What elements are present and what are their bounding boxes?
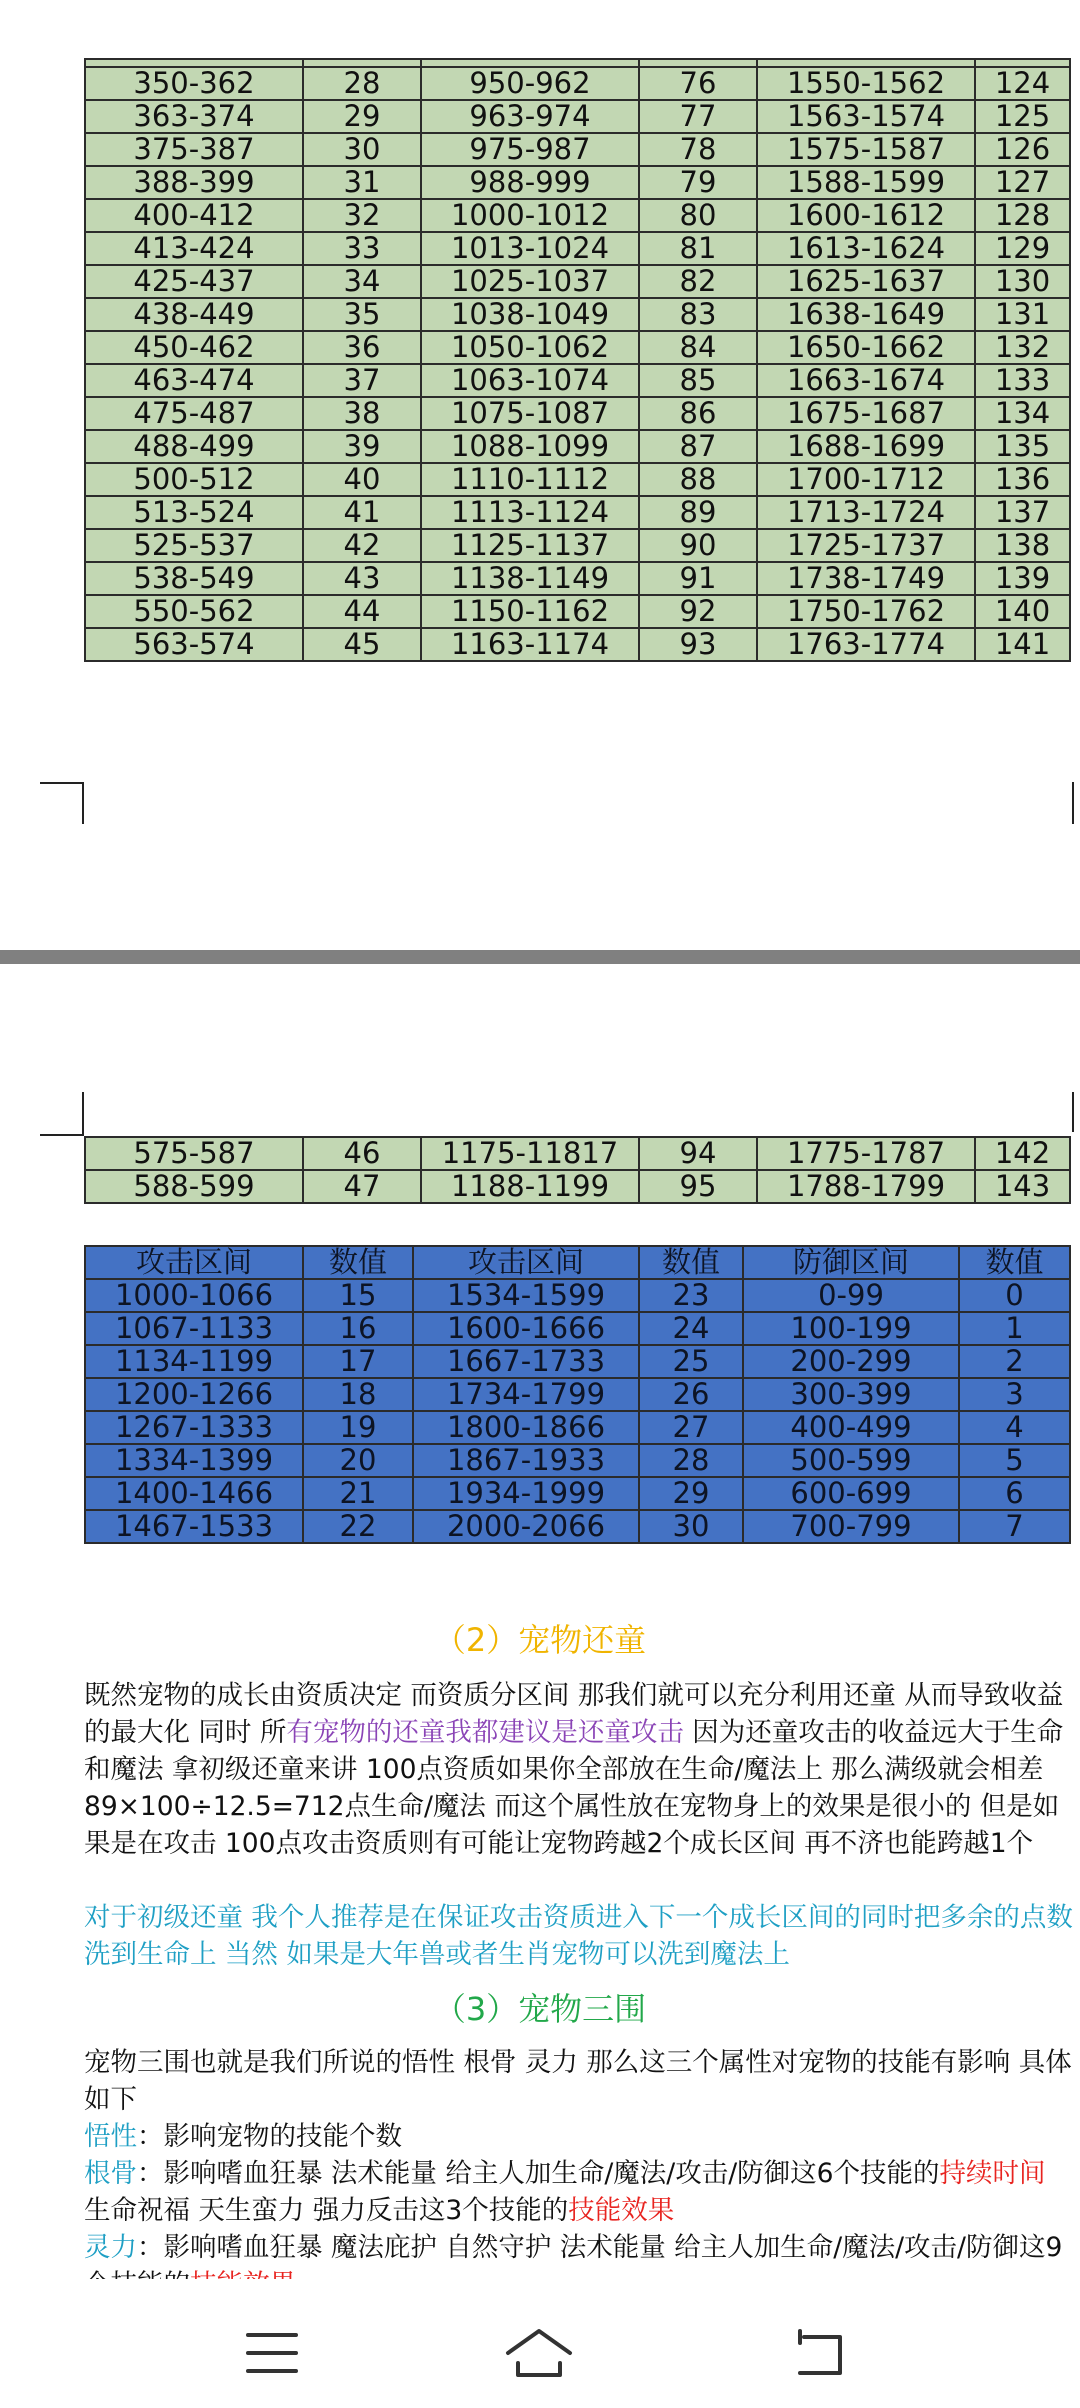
table-cell: 1534-1599 (413, 1279, 639, 1312)
table-cell: 588-599 (85, 1170, 303, 1203)
table-row (85, 1279, 1070, 1312)
table-cell: 125 (975, 100, 1070, 133)
section3-heading: （3）宠物三围 (433, 1990, 647, 2028)
table-cell: 36 (303, 331, 421, 364)
table-cell: 1088-1099 (421, 430, 639, 463)
table-cell: 132 (975, 331, 1070, 364)
table-cell: 141 (975, 628, 1070, 661)
table-cell: 47 (303, 1170, 421, 1203)
table-cell: 82 (639, 265, 757, 298)
column-header: 攻击区间 (413, 1246, 639, 1279)
table-cell: 1334-1399 (85, 1444, 303, 1477)
table-cell: 91 (639, 562, 757, 595)
table-cell: 133 (975, 364, 1070, 397)
column-header: 攻击区间 (85, 1246, 303, 1279)
table-cell: 1 (959, 1312, 1070, 1345)
table-row (85, 1345, 1070, 1378)
table-cell: 1775-1787 (757, 1137, 975, 1170)
table-cell: 1788-1799 (757, 1170, 975, 1203)
table-cell: 1400-1466 (85, 1477, 303, 1510)
gengu-text-continued: 生命祝福 天生蛮力 强力反击这3个技能的 (84, 2195, 569, 2226)
table-cell: 19 (303, 1411, 413, 1444)
table-row (85, 529, 1070, 562)
table-cell: 42 (303, 529, 421, 562)
table-row (85, 364, 1070, 397)
table-cell: 1625-1637 (757, 265, 975, 298)
column-header: 数值 (303, 1246, 413, 1279)
table-cell: 1175-11817 (421, 1137, 639, 1170)
table-cell: 92 (639, 595, 757, 628)
table-cell: 32 (303, 199, 421, 232)
table-cell: 88 (639, 463, 757, 496)
table-cell: 89 (639, 496, 757, 529)
table-cell: 1588-1599 (757, 166, 975, 199)
table-cell: 1188-1199 (421, 1170, 639, 1203)
table-cell: 1600-1666 (413, 1312, 639, 1345)
table-cell: 1663-1674 (757, 364, 975, 397)
crop-mark (82, 1092, 84, 1136)
table-cell: 1934-1999 (413, 1477, 639, 1510)
table-cell: 1763-1774 (757, 628, 975, 661)
table-cell: 1267-1333 (85, 1411, 303, 1444)
lingli-label: 灵力 (84, 2232, 137, 2263)
table-cell: 90 (639, 529, 757, 562)
table-cell: 488-499 (85, 430, 303, 463)
table-row (85, 595, 1070, 628)
table-row (85, 1137, 1070, 1170)
table-cell: 7 (959, 1510, 1070, 1543)
table-cell: 1067-1133 (85, 1312, 303, 1345)
table-cell: 21 (303, 1477, 413, 1510)
table-cell: 1600-1612 (757, 199, 975, 232)
table-cell: 1688-1699 (757, 430, 975, 463)
home-icon[interactable] (502, 2323, 576, 2383)
table-cell: 2 (959, 1345, 1070, 1378)
table-cell: 17 (303, 1345, 413, 1378)
table-cell: 1575-1587 (757, 133, 975, 166)
table-row (85, 1510, 1070, 1543)
table-cell: 130 (975, 265, 1070, 298)
table-cell: 25 (639, 1345, 743, 1378)
attack-defense-table (84, 1245, 1071, 1544)
table-cell: 126 (975, 133, 1070, 166)
table-cell: 44 (303, 595, 421, 628)
table-cell: 1075-1087 (421, 397, 639, 430)
section2-heading: （2）宠物还童 (433, 1621, 647, 1659)
table-cell: 140 (975, 595, 1070, 628)
table-cell: 438-449 (85, 298, 303, 331)
table-row (85, 562, 1070, 595)
table-row (85, 1170, 1070, 1203)
table-cell: 18 (303, 1378, 413, 1411)
table-cell: 1700-1712 (757, 463, 975, 496)
table-cell: 127 (975, 166, 1070, 199)
table-cell: 128 (975, 199, 1070, 232)
table-cell: 46 (303, 1137, 421, 1170)
table-cell: 563-574 (85, 628, 303, 661)
table-cell: 39 (303, 430, 421, 463)
table-cell: 1750-1762 (757, 595, 975, 628)
table-header-row (85, 1246, 1070, 1279)
gengu-highlight-effect: 技能效果 (568, 2195, 675, 2226)
crop-mark (40, 1134, 84, 1136)
table-cell: 363-374 (85, 100, 303, 133)
table-cell: 135 (975, 430, 1070, 463)
column-header: 数值 (959, 1246, 1070, 1279)
table-row (85, 331, 1070, 364)
table-cell: 28 (639, 1444, 743, 1477)
green-value-table-top (84, 58, 1071, 662)
table-row (85, 1378, 1070, 1411)
table-cell: 22 (303, 1510, 413, 1543)
table-cell: 87 (639, 430, 757, 463)
table-cell: 33 (303, 232, 421, 265)
table-cell: 45 (303, 628, 421, 661)
table-cell: 1050-1062 (421, 331, 639, 364)
table-cell: 79 (639, 166, 757, 199)
table-cell: 95 (639, 1170, 757, 1203)
table-cell: 1650-1662 (757, 331, 975, 364)
table-cell: 1734-1799 (413, 1378, 639, 1411)
table-cell: 85 (639, 364, 757, 397)
table-row (85, 67, 1070, 100)
section2-recommendation: 对于初级还童 我个人推荐是在保证攻击资质进入下一个成长区间的同时把多余的点数洗到生命上 当然 如果是大年兽或者生肖宠物可以洗到魔法上 (84, 1902, 1073, 1970)
table-cell: 425-437 (85, 265, 303, 298)
menu-icon[interactable] (242, 2323, 302, 2383)
table-cell: 31 (303, 166, 421, 199)
table-cell: 1150-1162 (421, 595, 639, 628)
table-cell: 2000-2066 (413, 1510, 639, 1543)
crop-mark (1072, 1092, 1074, 1132)
table-cell: 1134-1199 (85, 1345, 303, 1378)
section3-wuxing (84, 2118, 1074, 2155)
table-row (85, 265, 1070, 298)
table-cell: 400-412 (85, 199, 303, 232)
table-cell: 84 (639, 331, 757, 364)
table-cell: 143 (975, 1170, 1070, 1203)
page-separator (0, 950, 1080, 964)
table-cell: 475-487 (85, 397, 303, 430)
table-cell: 513-524 (85, 496, 303, 529)
gengu-label: 根骨 (84, 2158, 137, 2189)
table-cell: 550-562 (85, 595, 303, 628)
table-cell: 138 (975, 529, 1070, 562)
section2-text: 既然宠物的成长由资质决定 而资质分区间 那我们就可以充分利用还童 从而导致收益的最大化 同时 所 (84, 1680, 1064, 1748)
table-cell: 5 (959, 1444, 1070, 1477)
table-cell: 575-587 (85, 1137, 303, 1170)
green-value-table-bottom (84, 1136, 1071, 1204)
section2-text-continued: 因为还童攻击的收益远大于生命和魔法 拿初级还童来讲 100点资质如果你全部放在生命/魔法上 那么满级就会相差89×100÷12.5=712点生命/魔法 而这个属性放在宠物身上的效果是很小的 但是如果是在攻击 100点攻击资质则有可能让宠物跨越2个成长区间 再不济也能跨越1个 (84, 1717, 1064, 1859)
table-row (85, 463, 1070, 496)
table-cell: 1163-1174 (421, 628, 639, 661)
table-cell: 1200-1266 (85, 1378, 303, 1411)
table-cell: 1000-1012 (421, 199, 639, 232)
table-row (85, 628, 1070, 661)
table-cell: 1725-1737 (757, 529, 975, 562)
section3-intro: 宠物三围也就是我们所说的悟性 根骨 灵力 那么这三个属性对宠物的技能有影响 具体如下 (84, 2047, 1072, 2115)
table-cell: 30 (303, 133, 421, 166)
table-cell: 1000-1066 (85, 1279, 303, 1312)
table-cell: 1038-1049 (421, 298, 639, 331)
table-cell: 500-512 (85, 463, 303, 496)
table-cell: 1113-1124 (421, 496, 639, 529)
table-cell: 300-399 (743, 1378, 959, 1411)
table-cell: 34 (303, 265, 421, 298)
table-cell: 136 (975, 463, 1070, 496)
table-cell: 1613-1624 (757, 232, 975, 265)
table-cell: 200-299 (743, 1345, 959, 1378)
table-row (85, 298, 1070, 331)
table-cell: 1110-1112 (421, 463, 639, 496)
table-row (85, 166, 1070, 199)
lingli-text: ：影响嗜血狂暴 魔法庇护 自然守护 法术能量 给主人加生命/魔法/攻击/防御这9 (137, 2232, 1063, 2263)
table-cell: 963-974 (421, 100, 639, 133)
table-cell: 1467-1533 (85, 1510, 303, 1543)
wuxing-label: 悟性 (84, 2121, 137, 2152)
table-cell: 975-987 (421, 133, 639, 166)
table-cell: 500-599 (743, 1444, 959, 1477)
table-cell: 1713-1724 (757, 496, 975, 529)
table-row (85, 100, 1070, 133)
table-cell: 28 (303, 67, 421, 100)
table-row (85, 1411, 1070, 1444)
section2-highlight: 有宠物的还童我都建议是还童攻击 (286, 1717, 684, 1748)
table-cell: 400-499 (743, 1411, 959, 1444)
table-cell: 124 (975, 67, 1070, 100)
table-cell: 129 (975, 232, 1070, 265)
table-row (85, 430, 1070, 463)
table-cell: 4 (959, 1411, 1070, 1444)
table-cell: 37 (303, 364, 421, 397)
table-cell: 1138-1149 (421, 562, 639, 595)
table-cell: 38 (303, 397, 421, 430)
table-row (85, 199, 1070, 232)
table-cell: 1638-1649 (757, 298, 975, 331)
table-cell: 413-424 (85, 232, 303, 265)
table-cell: 1125-1137 (421, 529, 639, 562)
table-cell: 3 (959, 1378, 1070, 1411)
section2-paragraph (84, 1677, 1074, 1862)
table-cell: 1563-1574 (757, 100, 975, 133)
document-page-top (0, 0, 1080, 950)
wuxing-text: ：影响宠物的技能个数 (137, 2121, 402, 2152)
table-cell: 86 (639, 397, 757, 430)
back-icon[interactable] (792, 2323, 852, 2383)
table-cell: 29 (639, 1477, 743, 1510)
table-row (85, 1312, 1070, 1345)
table-cell: 700-799 (743, 1510, 959, 1543)
table-cell: 134 (975, 397, 1070, 430)
table-cell: 0 (959, 1279, 1070, 1312)
table-cell: 20 (303, 1444, 413, 1477)
table-cell: 375-387 (85, 133, 303, 166)
table-row (85, 133, 1070, 166)
table-cell: 1738-1749 (757, 562, 975, 595)
table-cell: 43 (303, 562, 421, 595)
table-cell: 26 (639, 1378, 743, 1411)
table-cell: 78 (639, 133, 757, 166)
table-cell: 80 (639, 199, 757, 232)
table-row (85, 496, 1070, 529)
table-cell: 23 (639, 1279, 743, 1312)
table-cell: 137 (975, 496, 1070, 529)
table-cell: 93 (639, 628, 757, 661)
table-cell: 1063-1074 (421, 364, 639, 397)
table-cell: 600-699 (743, 1477, 959, 1510)
table-cell: 450-462 (85, 331, 303, 364)
table-cell: 94 (639, 1137, 757, 1170)
table-cell: 142 (975, 1137, 1070, 1170)
table-cell: 131 (975, 298, 1070, 331)
table-row (85, 232, 1070, 265)
table-cell: 463-474 (85, 364, 303, 397)
table-cell: 81 (639, 232, 757, 265)
column-header: 防御区间 (743, 1246, 959, 1279)
table-cell: 16 (303, 1312, 413, 1345)
table-cell: 1025-1037 (421, 265, 639, 298)
table-cell: 100-199 (743, 1312, 959, 1345)
table-cell: 350-362 (85, 67, 303, 100)
section3-gengu (84, 2155, 1074, 2229)
table-cell: 988-999 (421, 166, 639, 199)
column-header: 数值 (639, 1246, 743, 1279)
table-cell: 1800-1866 (413, 1411, 639, 1444)
table-cell: 30 (639, 1510, 743, 1543)
table-row (85, 1444, 1070, 1477)
table-cell: 15 (303, 1279, 413, 1312)
table-cell: 1667-1733 (413, 1345, 639, 1378)
table-cell: 525-537 (85, 529, 303, 562)
table-cell: 950-962 (421, 67, 639, 100)
table-cell: 1013-1024 (421, 232, 639, 265)
table-cell: 24 (639, 1312, 743, 1345)
table-cell: 139 (975, 562, 1070, 595)
system-nav-bar (0, 2279, 1080, 2408)
table-cell: 41 (303, 496, 421, 529)
table-cell: 6 (959, 1477, 1070, 1510)
crop-mark (82, 782, 84, 824)
table-cell: 40 (303, 463, 421, 496)
gengu-highlight-duration: 持续时间 (939, 2158, 1046, 2189)
table-cell: 29 (303, 100, 421, 133)
table-row (85, 397, 1070, 430)
table-row (85, 1477, 1070, 1510)
table-cell: 1675-1687 (757, 397, 975, 430)
table-cell: 35 (303, 298, 421, 331)
table-cell: 76 (639, 67, 757, 100)
table-cell: 83 (639, 298, 757, 331)
crop-mark (40, 782, 84, 784)
table-cell: 0-99 (743, 1279, 959, 1312)
crop-mark (1072, 782, 1074, 824)
table-cell: 27 (639, 1411, 743, 1444)
table-cell: 1550-1562 (757, 67, 975, 100)
document-page-bottom (0, 964, 1080, 2279)
table-cell: 77 (639, 100, 757, 133)
table-cell: 388-399 (85, 166, 303, 199)
gengu-text: ：影响嗜血狂暴 法术能量 给主人加生命/魔法/攻击/防御这6个技能的 (137, 2158, 940, 2189)
table-cell: 538-549 (85, 562, 303, 595)
table-cell: 1867-1933 (413, 1444, 639, 1477)
